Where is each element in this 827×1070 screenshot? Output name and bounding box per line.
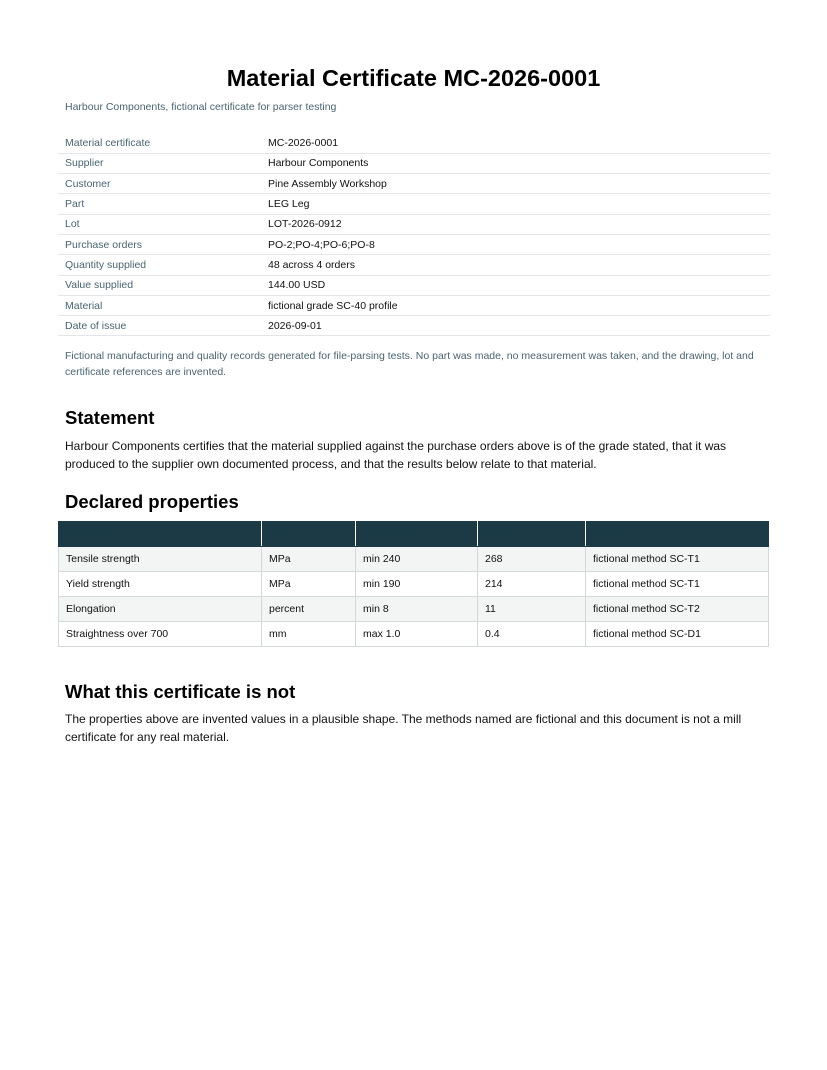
cell-unit: MPa [262,547,356,572]
cell-property: Yield strength [59,572,262,597]
cell-unit: mm [262,622,356,647]
cell-specified: min 8 [356,597,478,622]
meta-row [58,133,770,153]
table-row [59,622,769,647]
properties-table [58,521,769,647]
properties-heading: Declared properties [65,491,239,512]
cell-property: Straightness over 700 [59,622,262,647]
meta-row [58,194,770,214]
cell-property: Tensile strength [59,547,262,572]
meta-label: Quantity supplied [58,255,261,275]
not-section-heading: What this certificate is not [65,681,296,702]
statement-heading: Statement [65,407,155,428]
meta-label: Customer [58,174,261,194]
fictional-note: Fictional manufacturing and quality records generated for file-parsing tests. No part was made, no measurement was taken, and the drawing, lot and certificate references are invented. [65,350,754,378]
meta-value: PO-2;PO-4;PO-6;PO-8 [261,234,770,254]
cell-unit: MPa [262,572,356,597]
cell-result: 0.4 [478,622,586,647]
meta-label: Part [58,194,261,214]
column-header-result: Result [478,522,586,547]
cell-result: 11 [478,597,586,622]
meta-label: Value supplied [58,275,261,295]
meta-label: Date of issue [58,316,261,336]
cell-result: 214 [478,572,586,597]
meta-value: fictional grade SC-40 profile [261,295,770,315]
meta-label: Material [58,295,261,315]
meta-label: Supplier [58,153,261,173]
meta-row [58,316,770,336]
meta-label: Material certificate [58,133,261,153]
cell-method: fictional method SC-D1 [586,622,769,647]
cell-specified: min 190 [356,572,478,597]
statement-text: Harbour Components certifies that the material supplied against the purchase orders above is of the grade stated, that it was produced to the supplier own documented process, and that the results below relate to that material. [65,439,727,471]
cell-specified: max 1.0 [356,622,478,647]
meta-value: 48 across 4 orders [261,255,770,275]
table-row [59,547,769,572]
page-subtitle: Harbour Components, fictional certificate for parser testing [65,101,337,113]
page-title: Material Certificate MC-2026-0001 [226,65,601,91]
meta-value: 144.00 USD [261,275,770,295]
column-header-specified: Specified [356,522,478,547]
meta-label: Purchase orders [58,234,261,254]
cell-method: fictional method SC-T1 [586,547,769,572]
properties-header-row [59,522,769,547]
meta-row [58,255,770,275]
meta-value: Pine Assembly Workshop [261,174,770,194]
meta-row [58,214,770,234]
cell-result: 268 [478,547,586,572]
column-header-property: Property [59,522,262,547]
cell-method: fictional method SC-T2 [586,597,769,622]
meta-row [58,275,770,295]
meta-row [58,234,770,254]
meta-row [58,174,770,194]
meta-row [58,153,770,173]
cell-specified: min 240 [356,547,478,572]
meta-value: LOT-2026-0912 [261,214,770,234]
cell-property: Elongation [59,597,262,622]
cell-method: fictional method SC-T1 [586,572,769,597]
column-header-unit: Unit [262,522,356,547]
meta-value: Harbour Components [261,153,770,173]
meta-row [58,295,770,315]
metadata-table [58,133,770,336]
cell-unit: percent [262,597,356,622]
table-row [59,597,769,622]
table-row [59,572,769,597]
meta-value: MC-2026-0001 [261,133,770,153]
column-header-method: Method [586,522,769,547]
not-section-text: The properties above are invented values in a plausible shape. The methods named are fictional and this document is not a mill certificate for any real material. [65,712,742,744]
meta-label: Lot [58,214,261,234]
meta-value: LEG Leg [261,194,770,214]
meta-value: 2026-09-01 [261,316,770,336]
